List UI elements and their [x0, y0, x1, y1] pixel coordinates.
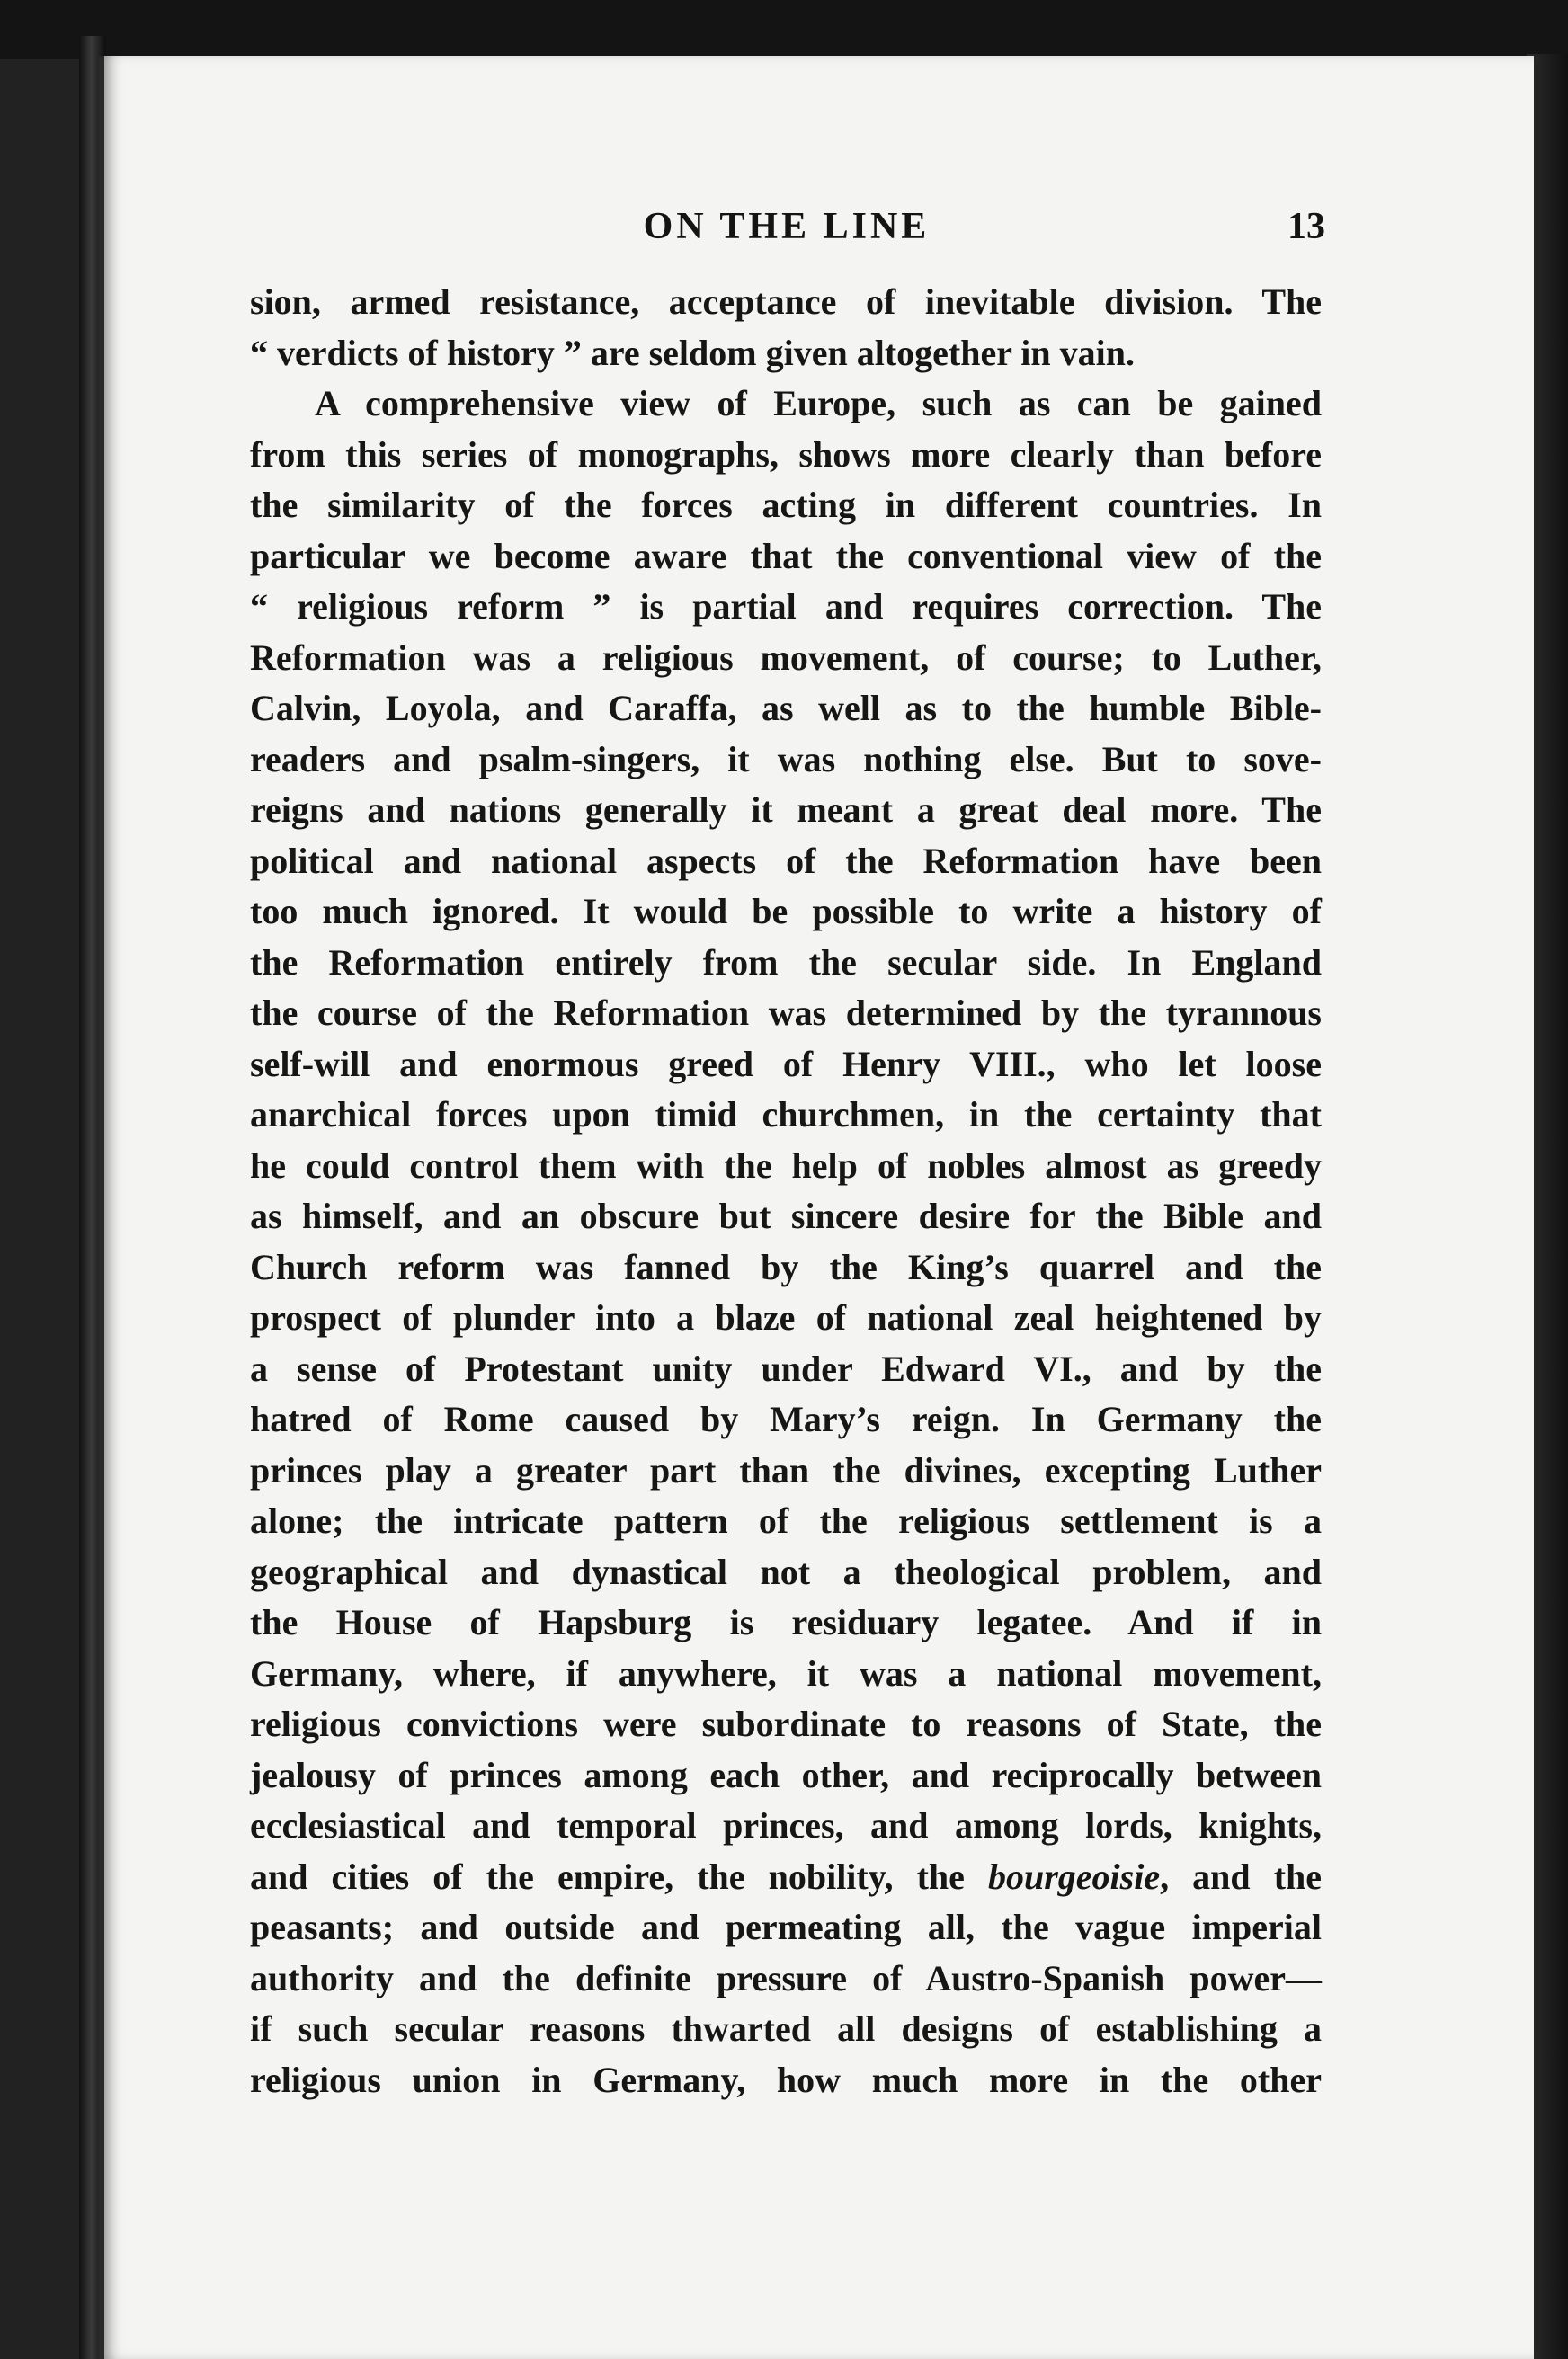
- text-line: religious union in Germany, how much more in the other: [250, 2059, 1322, 2100]
- text-line: anarchical forces upon timid churchmen, in the certainty that: [250, 1094, 1322, 1135]
- running-head: ON THE LINE: [643, 206, 931, 247]
- text-line: particular we become aware that the conventional view of the: [250, 535, 1322, 576]
- text-line: self-will and enormous greed of Henry VIII., who let loose: [250, 1043, 1322, 1084]
- text-line: geographical and dynastical not a theological problem, and: [250, 1551, 1322, 1592]
- text-line-segment: and cities of the empire, the nobility, the: [250, 1856, 965, 1897]
- text-line: the course of the Reformation was determined by the tyrannous: [250, 993, 1322, 1033]
- page-number: 13: [1287, 206, 1325, 247]
- text-line: if such secular reasons thwarted all designs of establishing a: [250, 2008, 1322, 2049]
- text-line: political and national aspects of the Reformation have been: [250, 840, 1322, 881]
- text-line: Church reform was fanned by the King’s quarrel and the: [250, 1246, 1322, 1287]
- text-line: reigns and nations generally it meant a great deal more. The: [250, 789, 1322, 830]
- text-line: a sense of Protestant unity under Edward VI., and by the: [250, 1348, 1322, 1389]
- text-line-segment: , and the: [1160, 1856, 1323, 1897]
- italic-word: bourgeoisie: [987, 1856, 1161, 1897]
- text-line: from this series of monographs, shows more clearly than before: [250, 433, 1322, 475]
- text-line: “ religious reform ” is partial and requires correction. The: [250, 586, 1322, 627]
- text-line: the Reformation entirely from the secular side. In England: [250, 941, 1322, 983]
- text-line: he could control them with the help of nobles almost as greedy: [250, 1144, 1322, 1186]
- text-line: sion, armed resistance, acceptance of inevitable division. The: [250, 281, 1322, 322]
- text-line: princes play a greater part than the divines, excepting Luther: [250, 1449, 1322, 1491]
- text-line: hatred of Rome caused by Mary’s reign. In Germany the: [250, 1399, 1322, 1439]
- page-header: [252, 205, 1325, 259]
- text-line: alone; the intricate pattern of the religious settlement is a: [250, 1500, 1322, 1541]
- text-line: authority and the definite pressure of Austro-Spanish power—: [250, 1957, 1322, 1998]
- body-text: [250, 277, 1322, 2105]
- text-line: the similarity of the forces acting in different countries. In: [250, 485, 1322, 525]
- text-line: the House of Hapsburg is residuary legatee. And if in: [250, 1602, 1322, 1642]
- text-line: religious convictions were subordinate to reasons of State, the: [250, 1704, 1322, 1744]
- text-line-with-italic: [250, 1852, 1322, 1903]
- text-line: Reformation was a religious movement, of course; to Luther,: [250, 636, 1322, 678]
- text-line: readers and psalm-singers, it was nothing else. But to sove-: [250, 738, 1322, 779]
- text-line: Calvin, Loyola, and Caraffa, as well as to the humble Bible-: [250, 688, 1322, 728]
- text-line: “ verdicts of history ” are seldom given altogether in vain.: [250, 332, 1135, 373]
- text-line: peasants; and outside and permeating all, the vague imperial: [250, 1907, 1322, 1947]
- text-line: as himself, and an obscure but sincere desire for the Bible and: [250, 1196, 1322, 1236]
- text-line: prospect of plunder into a blaze of national zeal heightened by: [250, 1297, 1322, 1338]
- scan-top-border: [0, 0, 1568, 59]
- text-line: Germany, where, if anywhere, it was a national movement,: [250, 1652, 1322, 1694]
- text-line: ecclesiastical and temporal princes, and among lords, knights,: [250, 1805, 1322, 1846]
- text-line: A comprehensive view of Europe, such as can be gained: [315, 383, 1322, 423]
- text-line: jealousy of princes among each other, and reciprocally between: [250, 1754, 1322, 1795]
- text-line: too much ignored. It would be possible to write a history of: [250, 891, 1322, 931]
